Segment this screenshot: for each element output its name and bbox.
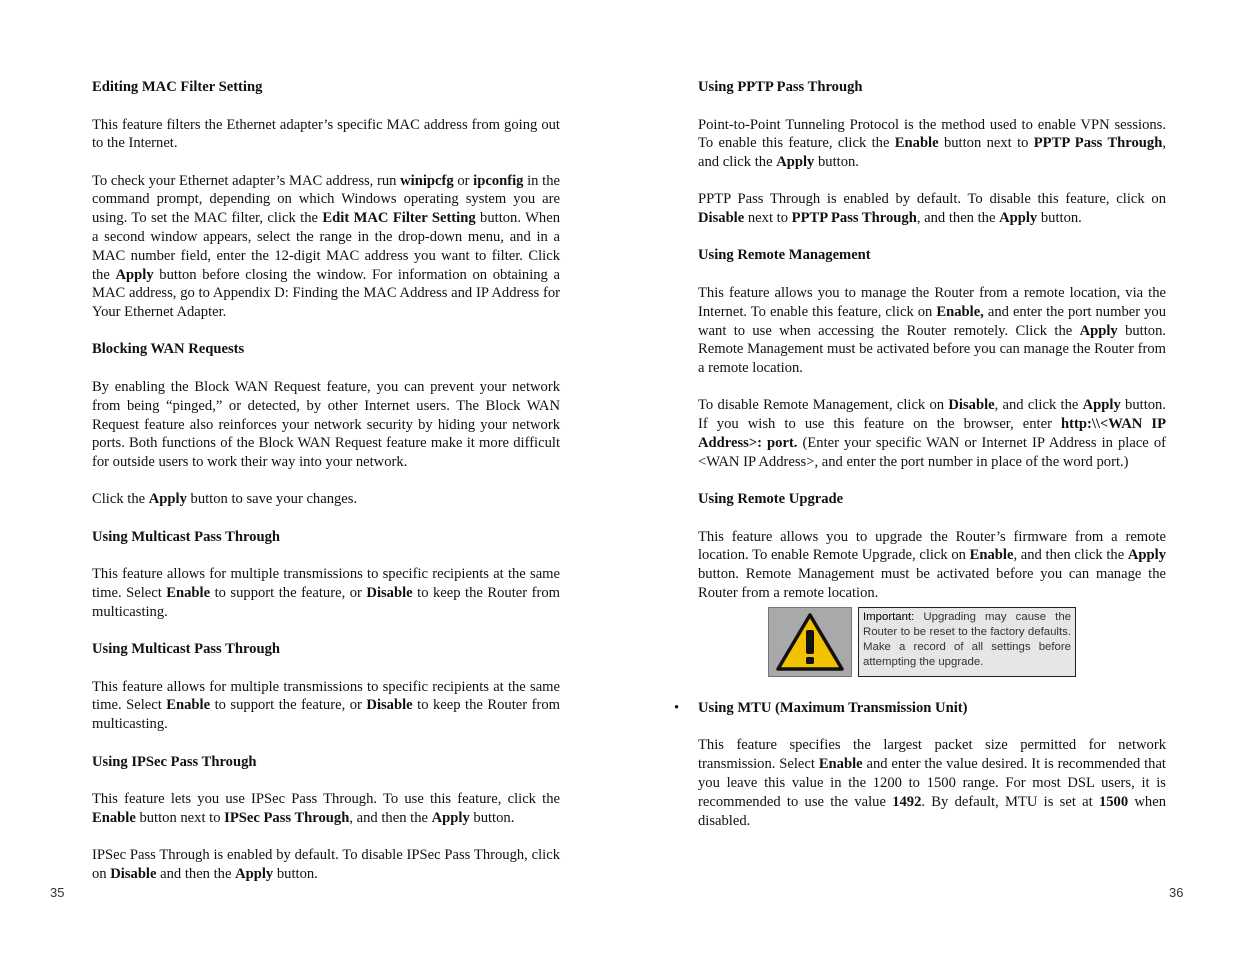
- text-run: button next to: [938, 135, 1034, 152]
- bold-term: 1492: [892, 793, 922, 810]
- text-run: , and then the: [349, 809, 432, 826]
- text-run: This feature lets you use IPSec Pass Through. To use this feature, click the: [92, 791, 560, 808]
- block-wan-heading: Blocking WAN Requests: [92, 341, 245, 358]
- bold-term: Disable: [698, 210, 745, 227]
- pptp-heading: Using PPTP Pass Through: [698, 79, 863, 95]
- text-run: Click the: [92, 491, 149, 508]
- text-run: button. Remote Management must be activated before you can manage the Router from a remote location.: [698, 566, 1166, 602]
- text-run: This feature allows for multiple transmissions to specific recipients at the same time. Select: [92, 678, 560, 714]
- page-number-left: 35: [50, 885, 65, 900]
- text-run: button next to: [135, 809, 225, 826]
- bold-term: PPTP Pass Through: [791, 210, 917, 227]
- bold-term: Disable: [110, 865, 157, 882]
- text-run: in the command prompt, depending on which Windows operating system you are using. To set the MAC filter, click the: [92, 172, 560, 227]
- bold-term: Enable: [92, 809, 136, 826]
- page-number-right: 36: [1169, 885, 1184, 900]
- bold-term: Apply: [235, 865, 274, 882]
- text-run: PPTP Pass Through is enabled by default. To disable this feature, click on: [698, 191, 1166, 208]
- block-wan-paragraph-1: By enabling the Block WAN Request feature, you can prevent your network from being “pinged,” or detected, by other Internet users. The Block WAN Request feature also reinforces your network security by hiding your network ports. Both functions of the Block WAN Request feature make it more difficult for outside users to work their way into your network.: [92, 378, 560, 471]
- text-run: button.: [273, 865, 318, 882]
- text-run: to keep the Router from multicasting.: [92, 697, 560, 733]
- text-run: This feature specifies the largest packet size permitted for network transmission. Select: [698, 737, 1166, 773]
- bold-term: Disable: [366, 697, 413, 714]
- important-notice: [768, 607, 1166, 677]
- left-page-column: [92, 78, 560, 884]
- text-run: , and click the: [994, 397, 1083, 414]
- text-run: This feature allows for multiple transmissions to specific recipients at the same time. Select: [92, 566, 560, 602]
- bold-term: Enable: [894, 135, 939, 152]
- remote-upgrade-heading: Using Remote Upgrade: [698, 491, 844, 508]
- text-run: and enter the value desired. It is recommended that you leave this value in the 1200 to 1500 range. For most DSL users, it is recommended to use the value: [698, 756, 1166, 810]
- bold-term: 1500: [1098, 793, 1129, 810]
- text-run: or: [453, 172, 474, 189]
- text-run: button before closing the window. For information on obtaining a MAC address, go to Appendix D: Finding the MAC Address and IP Address for Your Ethernet Adapter.: [92, 266, 560, 321]
- remote-management-heading: Using Remote Management: [698, 247, 871, 264]
- bold-term: ipconfig: [473, 172, 524, 189]
- bold-term: Apply: [431, 809, 470, 826]
- bold-term: Enable: [166, 697, 211, 714]
- mac-filter-paragraph-1: This feature filters the Ethernet adapter’s specific MAC address from going out to the Internet.: [92, 116, 560, 152]
- bold-term: winipcfg: [400, 172, 454, 189]
- bold-term: Apply: [115, 266, 154, 283]
- text-run: button to save your changes.: [186, 491, 358, 508]
- ipsec-paragraph-1: [92, 790, 560, 828]
- text-run: button. When a second window appears, select the range in the drop-down menu, and in a MAC number field, enter the 12-digit MAC address you want to filter. Click the: [92, 210, 560, 283]
- important-label: Important:: [863, 610, 915, 623]
- bold-term: Disable: [948, 397, 995, 414]
- text-run: button. Remote Management must be activated before you can manage the Router from a remote location.: [698, 322, 1167, 377]
- bold-term: Apply: [1127, 547, 1166, 564]
- warning-triangle-icon: [768, 607, 852, 677]
- text-run: button. If you wish to use this feature on the browser, enter: [698, 397, 1166, 433]
- mac-filter-heading: Editing MAC Filter Setting: [92, 79, 263, 95]
- remote-management-paragraph-2: [698, 396, 1166, 471]
- bold-term: http:\\<WAN IP Address>: port.: [698, 416, 1166, 452]
- text-run: to support the feature, or: [210, 697, 367, 714]
- text-run: to keep the Router from multicasting.: [92, 585, 560, 620]
- remote-management-paragraph-1: [698, 284, 1166, 378]
- mtu-bullet-item: [674, 699, 1166, 718]
- bold-term: Apply: [1082, 397, 1121, 414]
- pptp-paragraph-2: [698, 190, 1166, 228]
- multicast-paragraph-2: [92, 678, 560, 734]
- text-run: This feature allows you to manage the Router from a remote location, via the Internet. To enable this feature, click on: [698, 284, 1166, 320]
- bold-term: Enable: [969, 547, 1014, 564]
- bold-term: PPTP Pass Through: [1033, 135, 1163, 152]
- bold-term: Enable,: [936, 303, 984, 320]
- text-run: , and click the: [698, 135, 1166, 171]
- bold-term: Enable: [166, 585, 211, 602]
- text-run: , and then click the: [1013, 547, 1128, 564]
- ipsec-heading: Using IPSec Pass Through: [92, 753, 257, 770]
- bold-term: Enable: [818, 756, 863, 773]
- text-run: To disable Remote Management, click on: [698, 397, 949, 414]
- multicast-heading-1: Using Multicast Pass Through: [92, 528, 281, 545]
- bullet-marker: •: [674, 699, 680, 716]
- important-note-text: [858, 607, 1076, 677]
- bold-term: Apply: [1079, 322, 1118, 339]
- mtu-paragraph: [698, 736, 1166, 830]
- text-run: . By default, MTU is set at: [921, 793, 1099, 810]
- bold-term: Edit MAC Filter Setting: [322, 210, 476, 227]
- text-run: button.: [469, 809, 515, 826]
- text-run: and enter the port number you want to use when accessing the Router remotely. Click the: [698, 303, 1166, 339]
- text-run: next to: [744, 210, 792, 227]
- text-run: button.: [814, 154, 859, 171]
- text-run: This feature allows you to upgrade the Router’s firmware from a remote location. To enable Remote Upgrade, click on: [698, 528, 1166, 564]
- bold-term: Apply: [999, 210, 1038, 227]
- text-run: IPSec Pass Through is enabled by default. To disable IPSec Pass Through, click on: [92, 847, 560, 882]
- multicast-paragraph-1: [92, 565, 560, 621]
- block-wan-paragraph-2: [92, 490, 560, 509]
- bold-term: Disable: [366, 585, 413, 602]
- text-run: (Enter your specific WAN or Internet IP Address in place of <WAN IP Address>, and enter the port number in place of the word port.): [698, 435, 1167, 470]
- right-page-column: [674, 78, 1167, 830]
- text-run: when disabled.: [698, 793, 1166, 829]
- bold-term: Apply: [148, 491, 187, 508]
- important-body: Upgrading may cause the Router to be reset to the factory defaults. Make a record of all settings before attempting the upgrade.: [863, 610, 1071, 668]
- bold-term: IPSec Pass Through: [224, 809, 350, 826]
- multicast-heading-2: Using Multicast Pass Through: [92, 641, 281, 658]
- pptp-paragraph-1: [698, 116, 1166, 172]
- remote-upgrade-paragraph: [698, 528, 1166, 603]
- mac-filter-paragraph-2: [92, 172, 560, 322]
- text-run: To check your Ethernet adapter’s MAC address, run: [92, 172, 401, 189]
- text-run: button.: [1037, 210, 1082, 227]
- text-run: and then the: [156, 865, 236, 882]
- ipsec-paragraph-2: [92, 846, 560, 884]
- mtu-heading: Using MTU (Maximum Transmission Unit): [698, 699, 968, 716]
- text-run: Point-to-Point Tunneling Protocol is the method used to enable VPN sessions. To enable this feature, click the: [698, 116, 1166, 152]
- text-run: , and then the: [916, 210, 1000, 227]
- text-run: to support the feature, or: [210, 585, 367, 602]
- bold-term: Apply: [776, 154, 815, 171]
